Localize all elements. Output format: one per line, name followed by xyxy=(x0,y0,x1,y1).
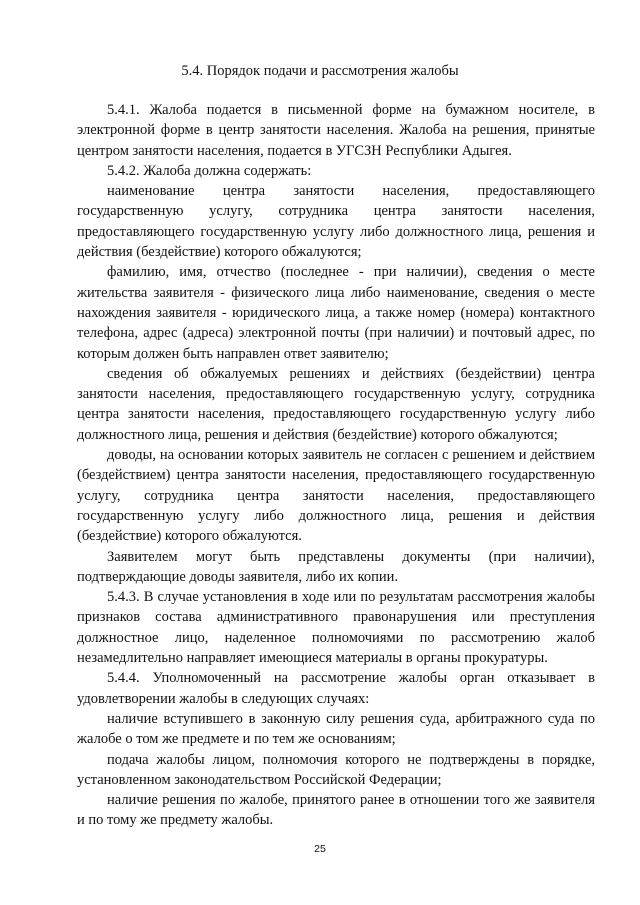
paragraph-5-4-3: 5.4.3. В случае установления в ходе или по результатам рассмотрения жалобы признаков состава административного правонарушения или преступления должностное лицо, наделенное полномочиями по рассмотрению жалоб незамедлительно направляет имеющиеся материалы в органы прокуратуры. xyxy=(77,589,595,667)
paragraph-item-appealed-decisions: сведения об обжалуемых решениях и действиях (бездействии) центра занятости населения, предоставляющего государственную услугу, сотрудника центра занятости населения, предоставляющего государственную услугу либо должностного лица, решения и действия (бездействие) которого обжалуются; xyxy=(77,365,595,443)
section-heading: 5.4. Порядок подачи и рассмотрения жалобы xyxy=(181,63,459,79)
paragraph-refusal-unconfirmed-authority: подача жалобы лицом, полномочия которого не подтверждены в порядке, установленном законодательством Российской Федерации; xyxy=(77,751,595,788)
paragraph-item-center-name: наименование центра занятости населения, предоставляющего государственную услугу, сотрудника центра занятости населения, предоставляющего государственную услугу либо должностного лица, решения и действия (бездействие) которого обжалуются; xyxy=(77,183,595,261)
paragraph-refusal-court-decision: наличие вступившего в законную силу решения суда, арбитражного суда по жалобе о том же предмете и по тем же основаниям; xyxy=(77,710,595,748)
document-body xyxy=(77,100,595,831)
paragraph-item-arguments: доводы, на основании которых заявитель не согласен с решением и действием (бездействием) центра занятости населения, предоставляющего государственную услугу, сотрудника центра занятости населения, предоставляющего государственную услугу либо должностного лица, решения и действия (бездействие) которого обжалуются. xyxy=(77,447,595,545)
paragraph-5-4-1: 5.4.1. Жалоба подается в письменной форме на бумажном носителе, в электронной форме в центр занятости населения. Жалоба на решения, принятые центром занятости населения, подается в УГСЗН Республики Адыгея. xyxy=(77,102,595,159)
paragraph-5-4-4: 5.4.4. Уполномоченный на рассмотрение жалобы орган отказывает в удовлетворении жалобы в следующих случаях: xyxy=(77,670,595,707)
page-number: 25 xyxy=(314,843,326,855)
paragraph-refusal-prior-decision: наличие решения по жалобе, принятого ранее в отношении того же заявителя и по тому же предмету жалобы. xyxy=(77,792,595,829)
paragraph-item-applicant-info: фамилию, имя, отчество (последнее - при наличии), сведения о месте жительства заявителя - физического лица либо наименование, сведения о месте нахождения заявителя - юридического лица, а также номер (номера) контактного телефона, адрес (адреса) электронной почты (при наличии) и почтовый адрес, по которым должен быть направлен ответ заявителю; xyxy=(77,264,595,362)
paragraph-5-4-2: 5.4.2. Жалоба должна содержать: xyxy=(107,162,312,179)
paragraph-supporting-documents: Заявителем могут быть представлены документы (при наличии), подтверждающие доводы заявителя, либо их копии. xyxy=(77,548,595,585)
